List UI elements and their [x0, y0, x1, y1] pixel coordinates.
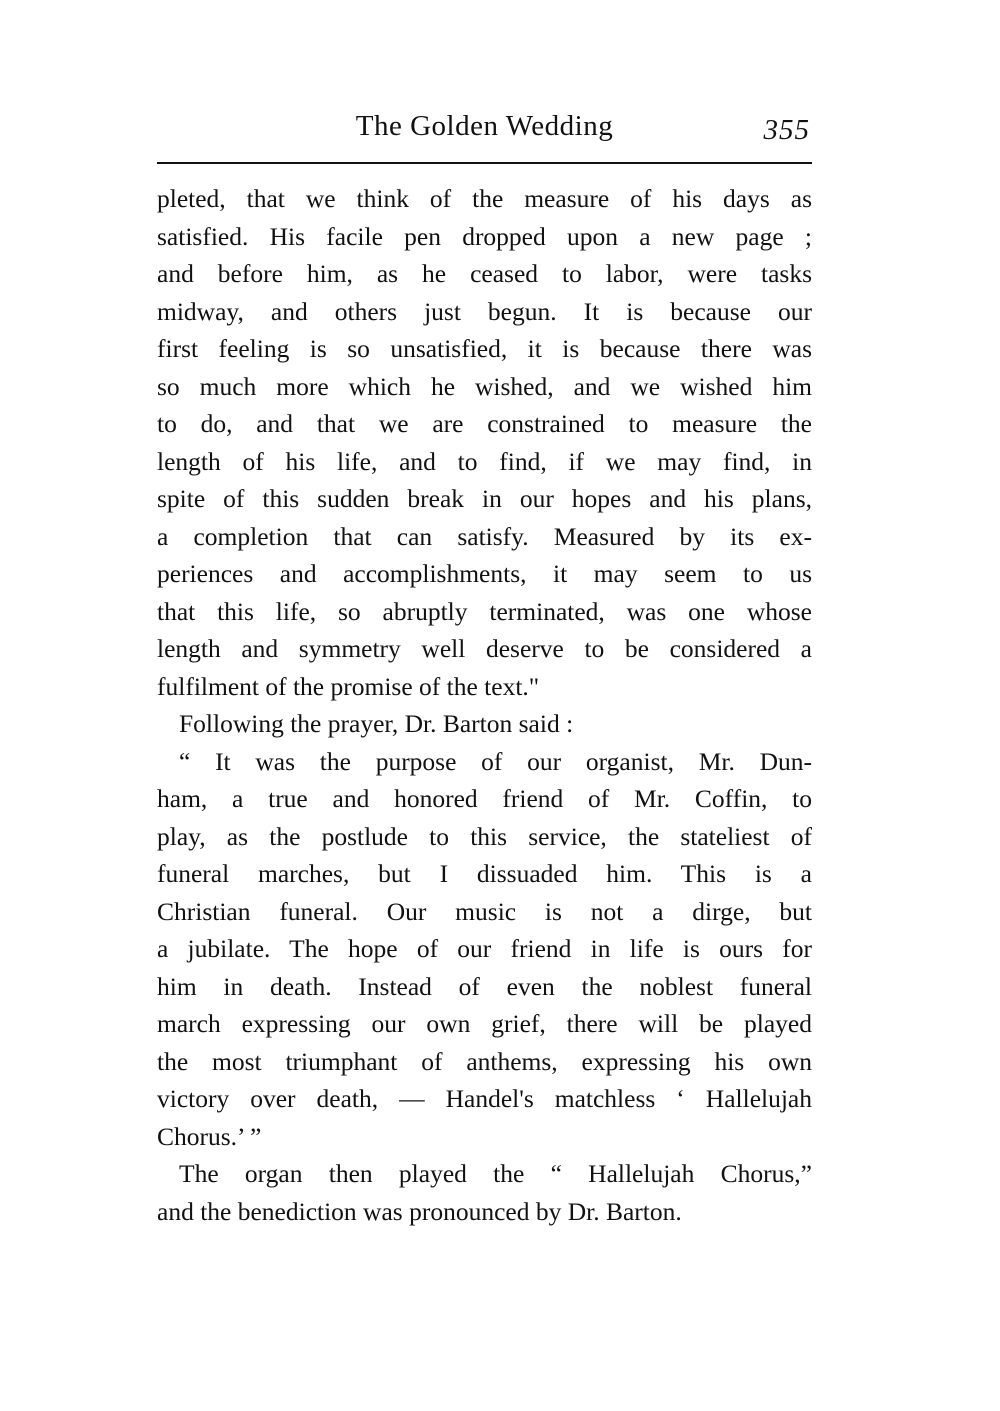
page-number: 355	[763, 114, 810, 146]
text-line: satisfied. His facile pen dropped upon a new page ;	[157, 221, 812, 251]
text-line: spite of this sudden break in our hopes and his plans,	[157, 484, 812, 513]
text-line: play, as the postlude to this service, the stateliest of	[157, 821, 812, 851]
text-line: ham, a true and honored friend of Mr. Coffin, to	[157, 784, 812, 813]
text-line: victory over death, — Handel's matchless ‘ Hallelujah	[157, 1084, 812, 1113]
text-line: a completion that can satisfy. Measured by its ex-	[157, 521, 812, 551]
text-line: first feeling is so unsatisfied, it is because there was	[157, 334, 812, 363]
text-line: periences and accomplishments, it may seem to us	[157, 559, 812, 588]
text-line: The organ then played the “ Hallelujah Chorus,”	[179, 1159, 812, 1188]
text-line: Christian funeral. Our music is not a dirge, but	[157, 896, 812, 926]
text-line: pleted, that we think of the measure of his days as	[157, 184, 812, 213]
text-line: that this life, so abruptly terminated, was one whose	[157, 596, 812, 626]
text-line: so much more which he wished, and we wished him	[157, 371, 812, 401]
text-line: march expressing our own grief, there will be played	[157, 1009, 812, 1038]
text-line: length and symmetry well deserve to be considered a	[157, 634, 812, 663]
text-line: Following the prayer, Dr. Barton said :	[179, 709, 574, 738]
text-line: funeral marches, but I dissuaded him. This is a	[157, 859, 812, 888]
text-line: and before him, as he ceased to labor, were tasks	[157, 259, 812, 288]
running-header	[157, 108, 812, 148]
text-line: midway, and others just begun. It is because our	[157, 296, 812, 326]
text-line: length of his life, and to find, if we may find, in	[157, 446, 812, 476]
text-line: the most triumphant of anthems, expressing his own	[157, 1046, 812, 1076]
header-rule	[157, 162, 812, 164]
text-line: fulfilment of the promise of the text."	[157, 671, 540, 701]
text-line: Chorus.’ ”	[157, 1121, 262, 1151]
running-title: The Golden Wedding	[355, 110, 614, 142]
text-line: him in death. Instead of even the noblest funeral	[157, 971, 812, 1001]
text-line: a jubilate. The hope of our friend in life is ours for	[157, 934, 812, 963]
text-line: “ It was the purpose of our organist, Mr. Dun-	[179, 746, 812, 776]
text-line: and the benediction was pronounced by Dr. Barton.	[157, 1196, 682, 1226]
text-line: to do, and that we are constrained to measure the	[157, 409, 812, 438]
body-text	[157, 180, 812, 1230]
